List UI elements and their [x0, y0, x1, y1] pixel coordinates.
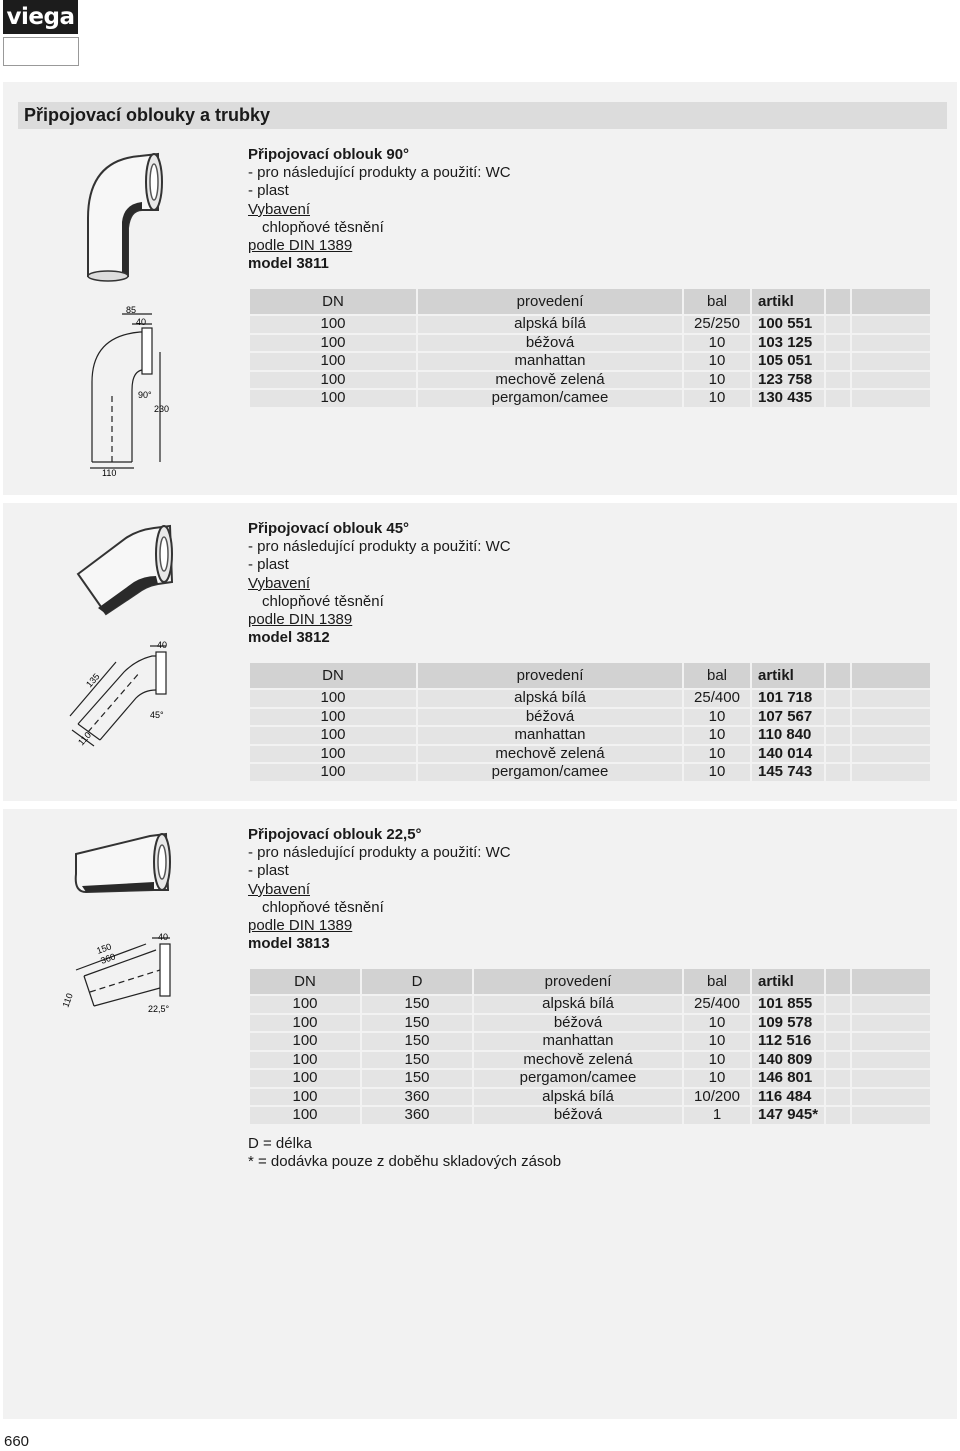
- table-filler-cell: [826, 996, 850, 1013]
- table-cell: 112 516: [752, 1033, 824, 1050]
- dim-label-diameter: 110: [60, 991, 75, 1009]
- table-cell: 25/250: [684, 316, 750, 333]
- table-row: [250, 1052, 930, 1069]
- column-header: DN: [250, 289, 416, 314]
- elbow-90-photo: [70, 148, 180, 288]
- table-cell: béžová: [474, 1015, 682, 1032]
- table-filler-cell: [826, 746, 850, 763]
- table-row: [250, 764, 930, 781]
- table-cell: 150: [362, 1033, 472, 1050]
- column-header: provedení: [418, 289, 682, 314]
- table-cell: 100: [250, 746, 416, 763]
- table-cell: 145 743: [752, 764, 824, 781]
- dim-label-85: 85: [126, 305, 137, 315]
- table-cell: 10/200: [684, 1089, 750, 1106]
- table-filler-cell: [852, 390, 930, 407]
- table-row: [250, 1033, 930, 1050]
- table-cell: alpská bílá: [418, 690, 682, 707]
- table-filler-cell: [826, 1015, 850, 1032]
- column-header: artikl: [752, 289, 824, 314]
- elbow-90-drawing: [80, 302, 180, 482]
- table-filler-cell: [852, 1070, 930, 1087]
- product-info-22-5: [248, 826, 511, 953]
- page-title: Připojovací oblouky a trubky: [24, 105, 271, 125]
- dim-label-length: 230: [154, 404, 170, 414]
- table-cell: 100: [250, 353, 416, 370]
- table-row: [250, 690, 930, 707]
- table-filler-cell: [826, 289, 850, 314]
- table-filler-cell: [852, 764, 930, 781]
- table-cell: 100: [250, 1015, 360, 1032]
- product-title: Připojovací oblouk 90°: [248, 146, 410, 163]
- table-filler-cell: [852, 969, 930, 994]
- table-filler-cell: [826, 727, 850, 744]
- product-table-22-5: [248, 967, 932, 1126]
- equipment-value: chlopňové těsnění: [262, 592, 384, 610]
- table-cell: 10: [684, 727, 750, 744]
- dim-label-length: 135: [84, 671, 102, 690]
- table-cell: 100: [250, 764, 416, 781]
- table-header-row: [250, 969, 930, 994]
- column-header: bal: [684, 663, 750, 688]
- table-cell: 25/400: [684, 996, 750, 1013]
- table-cell: alpská bílá: [418, 316, 682, 333]
- table-filler-cell: [852, 1015, 930, 1032]
- viega-logo: viega: [3, 0, 78, 34]
- product-title: Připojovací oblouk 22,5°: [248, 826, 422, 843]
- table-row: [250, 996, 930, 1013]
- table-cell: 100: [250, 335, 416, 352]
- model-number: model 3811: [248, 255, 329, 273]
- table-cell: 150: [362, 1070, 472, 1087]
- table-row: [250, 709, 930, 726]
- table-cell: 100: [250, 1052, 360, 1069]
- table-filler-cell: [852, 690, 930, 707]
- table-row: [250, 316, 930, 333]
- table-filler-cell: [826, 1107, 850, 1124]
- table-cell: 100: [250, 996, 360, 1013]
- table-cell: 10: [684, 764, 750, 781]
- table-cell: mechově zelená: [474, 1052, 682, 1069]
- table-cell: 110 840: [752, 727, 824, 744]
- table-cell: 10: [684, 1070, 750, 1087]
- column-header: D: [362, 969, 472, 994]
- table-cell: 101 855: [752, 996, 824, 1013]
- table-filler-cell: [826, 335, 850, 352]
- table-cell: manhattan: [418, 353, 682, 370]
- table-filler-cell: [852, 372, 930, 389]
- column-header: provedení: [474, 969, 682, 994]
- table-cell: 130 435: [752, 390, 824, 407]
- table-row: [250, 335, 930, 352]
- table-filler-cell: [852, 335, 930, 352]
- standard-link: podle DIN 1389: [248, 611, 353, 629]
- footnotes: [248, 1135, 561, 1171]
- elbow-22-5-photo: [70, 830, 180, 896]
- column-header: artikl: [752, 969, 824, 994]
- product-table-45: [248, 661, 932, 783]
- logo-frame: [3, 37, 79, 66]
- table-cell: béžová: [418, 709, 682, 726]
- equipment-label: Vybavení: [248, 574, 310, 592]
- table-cell: 100: [250, 390, 416, 407]
- dim-label-diameter: 110: [102, 468, 117, 478]
- table-filler-cell: [852, 1089, 930, 1106]
- table-cell: 10: [684, 335, 750, 352]
- table-filler-cell: [826, 764, 850, 781]
- column-header: artikl: [752, 663, 824, 688]
- table-row: [250, 1070, 930, 1087]
- product-material: - plast: [248, 556, 289, 574]
- table-cell: pergamon/camee: [418, 390, 682, 407]
- table-cell: béžová: [474, 1107, 682, 1124]
- model-number: model 3813: [248, 935, 330, 953]
- table-cell: manhattan: [474, 1033, 682, 1050]
- elbow-45-drawing: [60, 632, 180, 752]
- table-row: [250, 372, 930, 389]
- product-info-45: [248, 520, 511, 647]
- table-row: [250, 746, 930, 763]
- table-cell: 10: [684, 1033, 750, 1050]
- dim-label-40: 40: [136, 317, 147, 327]
- table-cell: 140 809: [752, 1052, 824, 1069]
- table-cell: 109 578: [752, 1015, 824, 1032]
- table-cell: 10: [684, 746, 750, 763]
- column-header: provedení: [418, 663, 682, 688]
- table-cell: mechově zelená: [418, 372, 682, 389]
- dim-label-40: 40: [158, 932, 169, 942]
- table-filler-cell: [852, 353, 930, 370]
- footnote-length: D = délka: [248, 1135, 312, 1152]
- table-cell: 100: [250, 372, 416, 389]
- product-usage: - pro následující produkty a použití: WC: [248, 538, 511, 556]
- table-row: [250, 1015, 930, 1032]
- table-cell: 123 758: [752, 372, 824, 389]
- table-header-row: [250, 289, 930, 314]
- equipment-value: chlopňové těsnění: [262, 898, 384, 916]
- table-cell: 147 945*: [752, 1107, 824, 1124]
- column-header: DN: [250, 663, 416, 688]
- table-filler-cell: [852, 746, 930, 763]
- table-filler-cell: [826, 663, 850, 688]
- table-cell: 150: [362, 1015, 472, 1032]
- table-cell: 360: [362, 1089, 472, 1106]
- table-filler-cell: [852, 1107, 930, 1124]
- table-filler-cell: [826, 690, 850, 707]
- table-cell: 150: [362, 996, 472, 1013]
- product-title: Připojovací oblouk 45°: [248, 520, 410, 537]
- table-cell: pergamon/camee: [474, 1070, 682, 1087]
- table-cell: 100 551: [752, 316, 824, 333]
- table-cell: 116 484: [752, 1089, 824, 1106]
- model-number: model 3812: [248, 629, 330, 647]
- table-filler-cell: [826, 372, 850, 389]
- dim-label-40: 40: [157, 640, 168, 650]
- table-cell: béžová: [418, 335, 682, 352]
- table-cell: mechově zelená: [418, 746, 682, 763]
- table-header-row: [250, 663, 930, 688]
- dim-label-diameter: 110: [76, 729, 94, 748]
- table-cell: 100: [250, 1089, 360, 1106]
- table-row: [250, 1107, 930, 1124]
- table-filler-cell: [852, 663, 930, 688]
- table-filler-cell: [852, 289, 930, 314]
- table-cell: 100: [250, 690, 416, 707]
- table-filler-cell: [826, 353, 850, 370]
- table-filler-cell: [852, 727, 930, 744]
- table-row: [250, 390, 930, 407]
- table-cell: 100: [250, 709, 416, 726]
- table-cell: 107 567: [752, 709, 824, 726]
- dim-label-angle: 45°: [150, 710, 164, 720]
- table-filler-cell: [852, 1033, 930, 1050]
- product-info-90: [248, 146, 511, 273]
- column-header: bal: [684, 289, 750, 314]
- page-number: 660: [4, 1433, 30, 1450]
- dim-label-length-360: 360: [99, 951, 117, 966]
- table-cell: alpská bílá: [474, 1089, 682, 1106]
- table-filler-cell: [826, 709, 850, 726]
- table-row: [250, 353, 930, 370]
- table-cell: 140 014: [752, 746, 824, 763]
- table-cell: 100: [250, 727, 416, 744]
- product-usage: - pro následující produkty a použití: WC: [248, 164, 511, 182]
- table-cell: 150: [362, 1052, 472, 1069]
- elbow-22-5-drawing: [60, 930, 180, 1020]
- table-cell: 10: [684, 353, 750, 370]
- table-filler-cell: [826, 1070, 850, 1087]
- dim-label-angle: 22,5°: [148, 1004, 170, 1014]
- table-filler-cell: [826, 969, 850, 994]
- equipment-label: Vybavení: [248, 200, 310, 218]
- table-filler-cell: [826, 316, 850, 333]
- dim-label-length-150: 150: [95, 941, 113, 956]
- table-cell: 105 051: [752, 353, 824, 370]
- table-filler-cell: [826, 390, 850, 407]
- table-row: [250, 1089, 930, 1106]
- column-header: DN: [250, 969, 360, 994]
- table-filler-cell: [826, 1033, 850, 1050]
- table-filler-cell: [826, 1089, 850, 1106]
- standard-link: podle DIN 1389: [248, 237, 353, 255]
- product-usage: - pro následující produkty a použití: WC: [248, 844, 511, 862]
- table-cell: 1: [684, 1107, 750, 1124]
- table-cell: 103 125: [752, 335, 824, 352]
- table-filler-cell: [852, 316, 930, 333]
- column-header: bal: [684, 969, 750, 994]
- table-cell: 360: [362, 1107, 472, 1124]
- table-cell: 100: [250, 1033, 360, 1050]
- table-cell: pergamon/camee: [418, 764, 682, 781]
- table-cell: 10: [684, 709, 750, 726]
- table-filler-cell: [852, 1052, 930, 1069]
- table-cell: 10: [684, 372, 750, 389]
- elbow-45-photo: [70, 522, 180, 618]
- equipment-value: chlopňové těsnění: [262, 218, 384, 236]
- table-cell: 10: [684, 1052, 750, 1069]
- table-cell: 100: [250, 1107, 360, 1124]
- table-cell: 100: [250, 316, 416, 333]
- table-filler-cell: [826, 1052, 850, 1069]
- table-filler-cell: [852, 996, 930, 1013]
- table-cell: 101 718: [752, 690, 824, 707]
- table-filler-cell: [852, 709, 930, 726]
- table-row: [250, 727, 930, 744]
- table-cell: 10: [684, 1015, 750, 1032]
- product-material: - plast: [248, 182, 289, 200]
- footnote-stock: * = dodávka pouze z doběhu skladových zásob: [248, 1153, 562, 1171]
- product-material: - plast: [248, 862, 289, 880]
- table-cell: 146 801: [752, 1070, 824, 1087]
- table-cell: alpská bílá: [474, 996, 682, 1013]
- table-cell: 10: [684, 390, 750, 407]
- product-table-90: [248, 287, 932, 409]
- dim-label-angle: 90°: [138, 390, 152, 400]
- table-cell: manhattan: [418, 727, 682, 744]
- equipment-label: Vybavení: [248, 880, 310, 898]
- table-cell: 25/400: [684, 690, 750, 707]
- standard-link: podle DIN 1389: [248, 917, 353, 935]
- table-cell: 100: [250, 1070, 360, 1087]
